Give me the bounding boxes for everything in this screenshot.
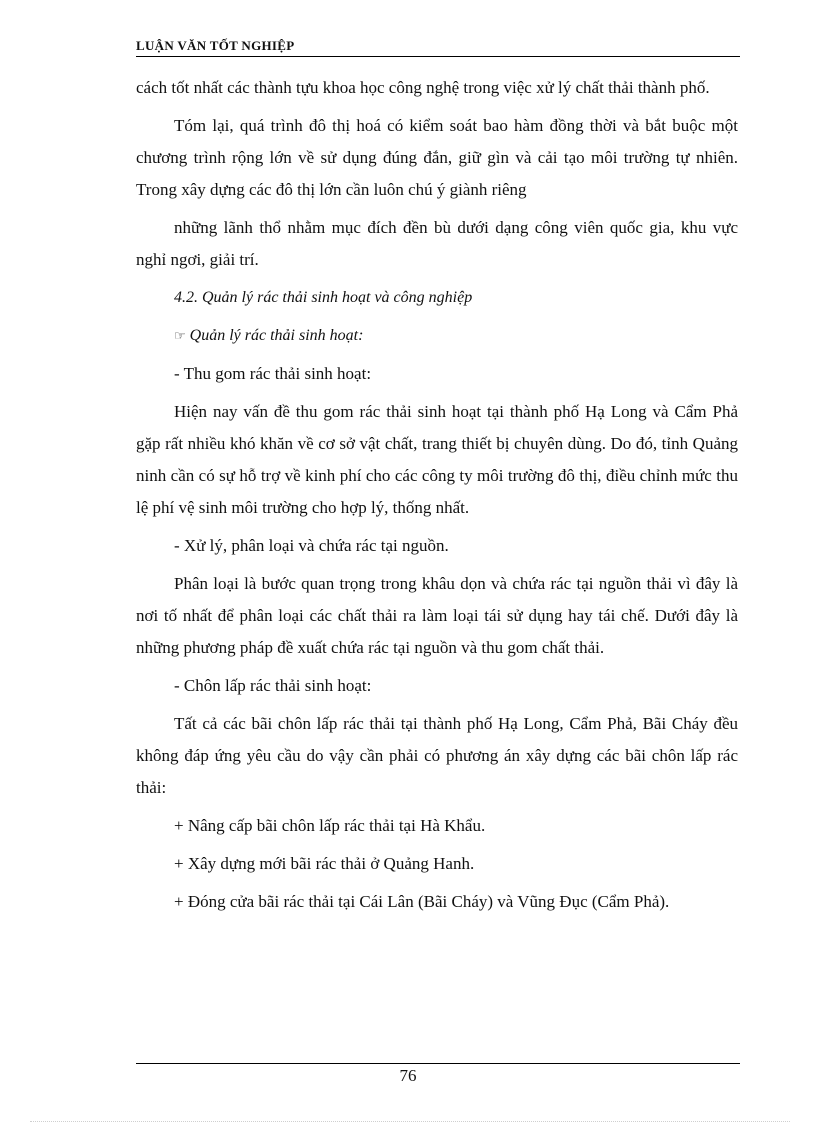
page-body <box>136 72 738 924</box>
paragraph-continuation: cách tốt nhất các thành tựu khoa học công nghệ trong việc xử lý chất thải thành phố. <box>136 78 710 97</box>
pointing-hand-icon: ☞ <box>174 328 186 343</box>
paragraph-collection: Hiện nay vấn đề thu gom rác thải sinh hoạt tại thành phố Hạ Long và Cẩm Phả gặp rất nhiều khó khăn về cơ sở vật chất, trang thiết bị chuyên dùng. Do đó, tỉnh Quảng ninh cần có sự hỗ trợ về kinh phí cho các công ty môi trường đô thị, điều chỉnh mức thu lệ phí vệ sinh môi trường cho hợp lý, thống nhất. <box>136 402 738 517</box>
plus-item-upgrade: + Nâng cấp bãi chôn lấp rác thải tại Hà Khẩu. <box>174 816 486 835</box>
sub-heading <box>136 320 738 352</box>
plus-item-close: + Đóng cửa bãi rác thải tại Cái Lân (Bãi Cháy) và Vũng Đục (Cẩm Phả). <box>174 892 670 911</box>
plus-item-new: + Xây dựng mới bãi rác thải ở Quảng Hanh. <box>174 854 475 873</box>
paragraph-summary: Tóm lại, quá trình đô thị hoá có kiểm soát bao hàm đồng thời và bắt buộc một chương trình rộng lớn về sử dụng đúng đắn, giữ gìn và cải tạo môi trường tự nhiên. Trong xây dựng các đô thị lớn cần luôn chú ý giành riêng <box>136 116 738 199</box>
sub-heading-text: Quản lý rác thải sinh hoạt: <box>189 327 364 344</box>
page-number: 76 <box>399 1066 417 1085</box>
paragraph-territories: những lãnh thổ nhằm mục đích đền bù dưới dạng công viên quốc gia, khu vực nghỉ ngơi, giải trí. <box>136 218 738 269</box>
page-edge-dots <box>30 1121 790 1122</box>
footer-rule <box>136 1063 740 1064</box>
list-item-landfill: - Chôn lấp rác thải sinh hoạt: <box>174 676 372 695</box>
list-item-collection: - Thu gom rác thải sinh hoạt: <box>174 364 372 383</box>
running-header: LUẬN VĂN TỐT NGHIỆP <box>136 38 295 53</box>
paragraph-landfill: Tất cả các bãi chôn lấp rác thải tại thành phố Hạ Long, Cẩm Phả, Bãi Cháy đều không đáp ứng yêu cầu do vậy cần phải có phương án xây dựng các bãi chôn lấp rác thải: <box>136 714 738 797</box>
list-item-sorting: - Xử lý, phân loại và chứa rác tại nguồn. <box>174 536 449 555</box>
header-rule <box>136 56 740 57</box>
section-heading: 4.2. Quản lý rác thải sinh hoạt và công nghiệp <box>174 289 473 306</box>
paragraph-sorting: Phân loại là bước quan trọng trong khâu dọn và chứa rác tại nguồn thải vì đây là nơi tố nhất để phân loại các chất thải ra làm loại tái sử dụng hay tái chế. Dưới đây là những phương pháp đề xuất chứa rác tại nguồn và thu gom chất thải. <box>136 574 738 657</box>
